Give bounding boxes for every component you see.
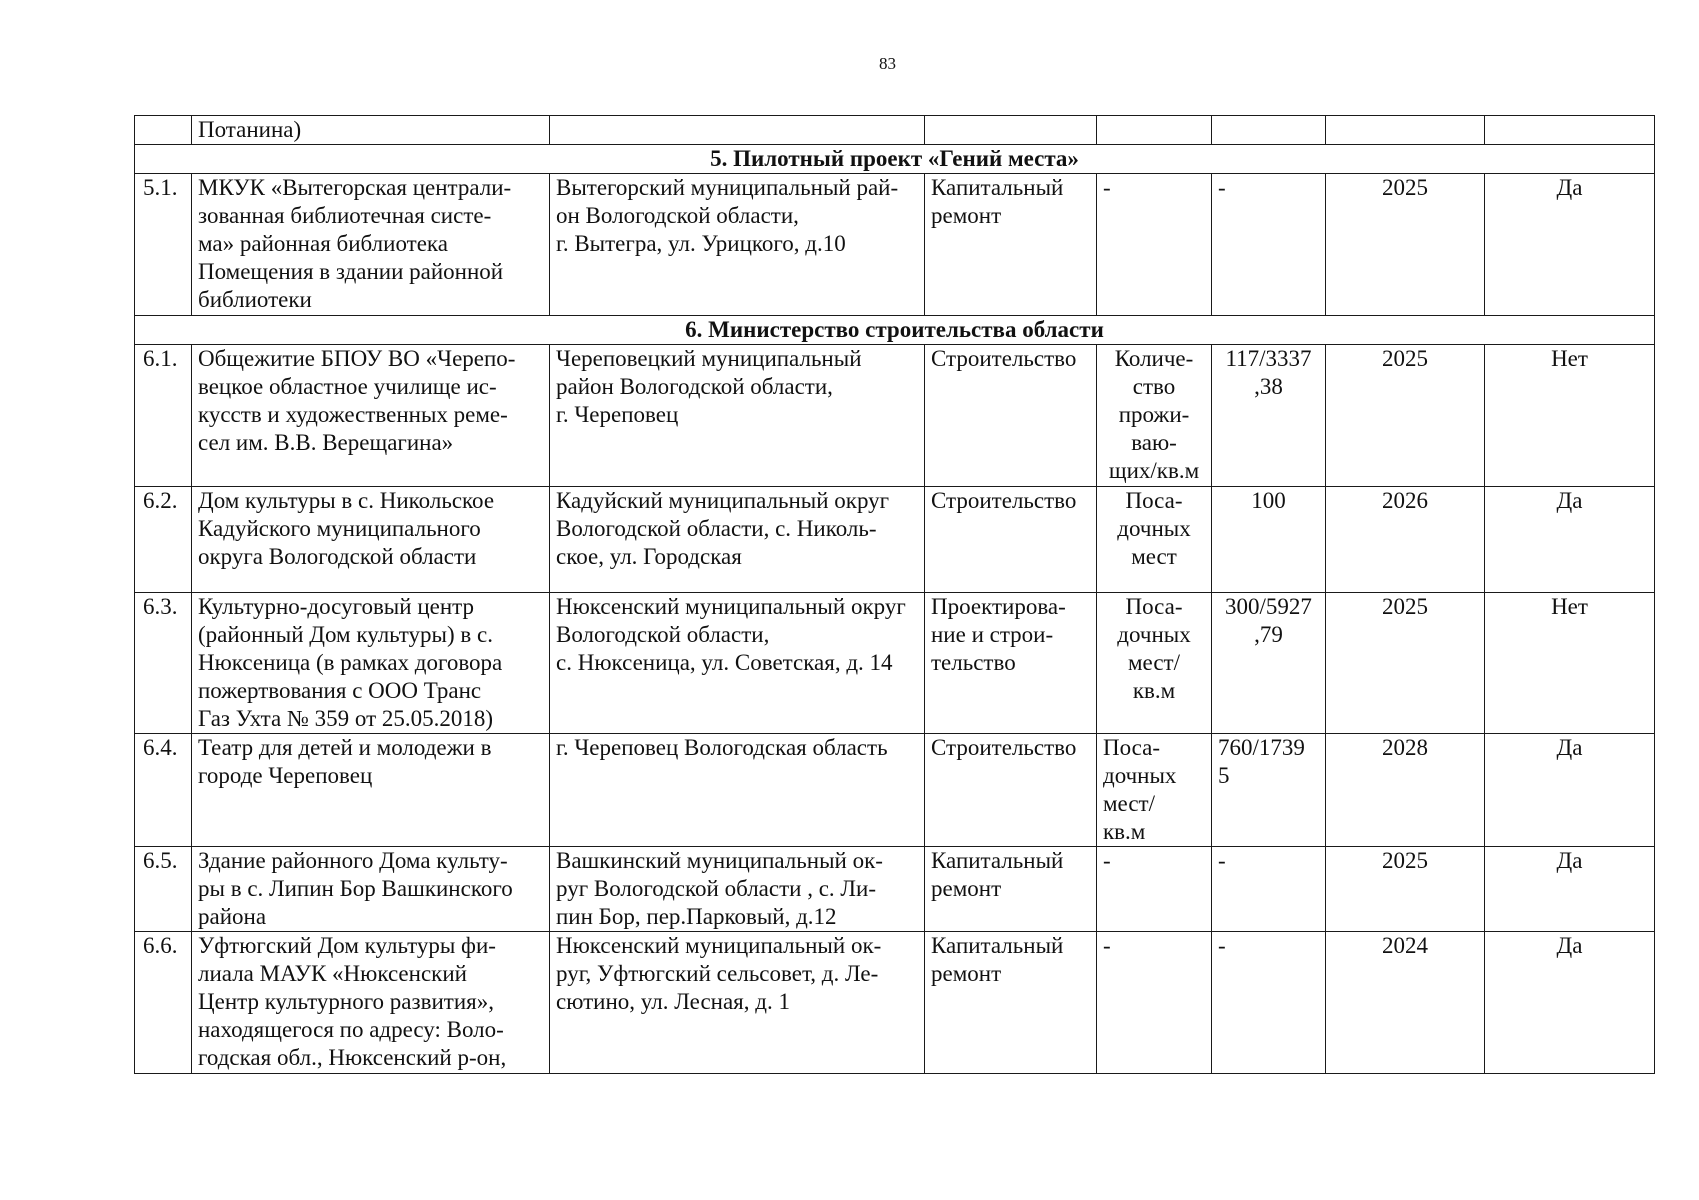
status-flag: Нет <box>1485 345 1655 487</box>
facility-address: Нюксенский муниципальный округ Вологодской области, с. Нюксеница, ул. Советская, д. 14 <box>550 593 925 734</box>
section-header-row <box>135 145 1655 174</box>
page-number: 83 <box>879 54 896 73</box>
capacity-value: 117/3337 ,38 <box>1212 345 1326 487</box>
capacity-unit: - <box>1097 847 1212 932</box>
table-row <box>135 116 1655 145</box>
table-row <box>135 593 1655 734</box>
work-type: Строительство <box>925 487 1097 593</box>
table-row <box>135 734 1655 847</box>
status-flag: Да <box>1485 932 1655 1074</box>
year: 2028 <box>1326 734 1485 847</box>
year: 2026 <box>1326 487 1485 593</box>
cell-flag <box>1485 116 1655 145</box>
status-flag: Да <box>1485 734 1655 847</box>
facility-address: Нюксенский муниципальный ок- руг, Уфтюгский сельсовет, д. Ле- сютино, ул. Лесная, д. 1 <box>550 932 925 1074</box>
capacity-value: - <box>1212 174 1326 316</box>
capacity-unit: - <box>1097 932 1212 1074</box>
year: 2025 <box>1326 174 1485 316</box>
work-type: Капитальный ремонт <box>925 932 1097 1074</box>
table-row <box>135 345 1655 487</box>
section-title: 6. Министерство строительства области <box>135 316 1655 345</box>
capacity-unit: Поса- дочных мест/ кв.м <box>1097 734 1212 847</box>
facility-name: Общежитие БПОУ ВО «Черепо- вецкое областное училище ис- кусств и художественных реме- сел им. В.В. Верещагина» <box>192 345 550 487</box>
capacity-unit: Количе- ство прожи- ваю- щих/кв.м <box>1097 345 1212 487</box>
year: 2025 <box>1326 847 1485 932</box>
row-number: 6.2. <box>135 487 192 593</box>
facility-name: Культурно-досуговый центр (районный Дом культуры) в с. Нюксеница (в рамках договора пожертвования с ООО Транс Газ Ухта № 359 от 25.05.2018) <box>192 593 550 734</box>
facility-name: Уфтюгский Дом культуры фи- лиала МАУК «Нюксенский Центр культурного развития», находящегося по адресу: Воло- годская обл., Нюксенский р-он, <box>192 932 550 1074</box>
facility-name: Театр для детей и молодежи в городе Череповец <box>192 734 550 847</box>
work-type: Капитальный ремонт <box>925 847 1097 932</box>
capacity-unit: Поса- дочных мест/ кв.м <box>1097 593 1212 734</box>
capacity-unit: - <box>1097 174 1212 316</box>
work-type: Проектирова- ние и строи- тельство <box>925 593 1097 734</box>
row-number: 6.4. <box>135 734 192 847</box>
work-type: Строительство <box>925 734 1097 847</box>
capacity-value: 300/5927 ,79 <box>1212 593 1326 734</box>
section-header-row <box>135 316 1655 345</box>
status-flag: Да <box>1485 847 1655 932</box>
status-flag: Да <box>1485 174 1655 316</box>
row-number: 6.1. <box>135 345 192 487</box>
row-number: 6.6. <box>135 932 192 1074</box>
capacity-unit: Поса- дочных мест <box>1097 487 1212 593</box>
facility-name: Дом культуры в с. Никольское Кадуйского муниципального округа Вологодской области <box>192 487 550 593</box>
year: 2025 <box>1326 345 1485 487</box>
facility-name: МКУК «Вытегорская централи- зованная библиотечная систе- ма» районная библиотека Помещения в здании районной библиотеки <box>192 174 550 316</box>
section-title: 5. Пилотный проект «Гений места» <box>135 145 1655 174</box>
table-row <box>135 487 1655 593</box>
year: 2025 <box>1326 593 1485 734</box>
status-flag: Да <box>1485 487 1655 593</box>
cell-work <box>925 116 1097 145</box>
cell-year <box>1326 116 1485 145</box>
facilities-table <box>134 115 1655 1074</box>
facility-name: Здание районного Дома культу- ры в с. Липин Бор Вашкинского района <box>192 847 550 932</box>
capacity-value: - <box>1212 847 1326 932</box>
capacity-value: 100 <box>1212 487 1326 593</box>
table-row <box>135 932 1655 1074</box>
year: 2024 <box>1326 932 1485 1074</box>
facility-address: Кадуйский муниципальный округ Вологодской области, с. Николь- ское, ул. Городская <box>550 487 925 593</box>
work-type: Строительство <box>925 345 1097 487</box>
row-number: 5.1. <box>135 174 192 316</box>
facility-address: г. Череповец Вологодская область <box>550 734 925 847</box>
facility-address: Вытегорский муниципальный рай- он Вологодской области, г. Вытегра, ул. Урицкого, д.10 <box>550 174 925 316</box>
table-row <box>135 174 1655 316</box>
table-row <box>135 847 1655 932</box>
status-flag: Нет <box>1485 593 1655 734</box>
cell-address <box>550 116 925 145</box>
cell-unit <box>1097 116 1212 145</box>
work-type: Капитальный ремонт <box>925 174 1097 316</box>
capacity-value: - <box>1212 932 1326 1074</box>
facility-address: Вашкинский муниципальный ок- руг Вологодской области , с. Ли- пин Бор, пер.Парковый, д.12 <box>550 847 925 932</box>
cell-num <box>135 116 192 145</box>
capacity-value: 760/1739 5 <box>1212 734 1326 847</box>
facility-address: Череповецкий муниципальный район Вологодской области, г. Череповец <box>550 345 925 487</box>
row-number: 6.5. <box>135 847 192 932</box>
cell-name: Потанина) <box>192 116 550 145</box>
row-number: 6.3. <box>135 593 192 734</box>
cell-capacity <box>1212 116 1326 145</box>
